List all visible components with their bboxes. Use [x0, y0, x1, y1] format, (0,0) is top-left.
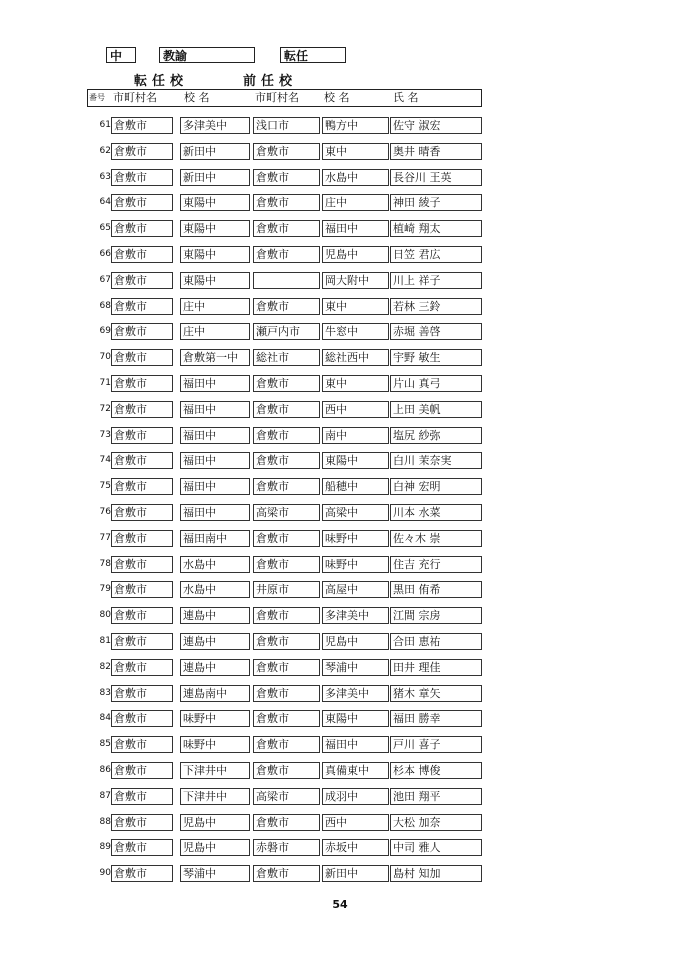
previous-city-cell: 赤磐市: [253, 839, 320, 856]
row-number: 69: [99, 326, 111, 336]
new-city-cell: 倉敷市: [111, 478, 173, 495]
column-name-header: 氏 名: [393, 91, 419, 104]
previous-city-cell: 倉敷市: [253, 452, 320, 469]
previous-school-cell: 東中: [322, 298, 389, 315]
new-school-cell: 水島中: [180, 581, 250, 598]
new-city-cell: 倉敷市: [111, 814, 173, 831]
new-city-cell: 倉敷市: [111, 349, 173, 366]
new-city-cell: 倉敷市: [111, 194, 173, 211]
row-number: 68: [99, 301, 111, 311]
new-city-cell: 倉敷市: [111, 427, 173, 444]
teacher-name-cell: 住吉 充行: [390, 556, 482, 573]
new-school-cell: 連島中: [180, 659, 250, 676]
new-school-cell: 下津井中: [180, 762, 250, 779]
teacher-name-cell: 猪木 章矢: [390, 685, 482, 702]
new-school-cell: 福田中: [180, 504, 250, 521]
teacher-name-cell: 江間 宗房: [390, 607, 482, 624]
teacher-name-cell: 川上 祥子: [390, 272, 482, 289]
new-school-cell: 東陽中: [180, 220, 250, 237]
previous-school-cell: 高梁中: [322, 504, 389, 521]
new-school-cell: 連島南中: [180, 685, 250, 702]
teacher-name-cell: 上田 美帆: [390, 401, 482, 418]
previous-school-cell: 岡大附中: [322, 272, 389, 289]
previous-school-cell: 赤坂中: [322, 839, 389, 856]
new-school-cell: 福田中: [180, 478, 250, 495]
row-number: 66: [99, 249, 111, 259]
row-number: 76: [99, 507, 111, 517]
table-row: [87, 556, 482, 573]
new-city-cell: 倉敷市: [111, 865, 173, 882]
row-number: 82: [99, 662, 111, 672]
table-row: [87, 685, 482, 702]
teacher-name-cell: 長谷川 王英: [390, 169, 482, 186]
page-number: 54: [332, 898, 348, 911]
column-school1-header: 校 名: [184, 91, 210, 104]
previous-school-cell: 味野中: [322, 556, 389, 573]
row-number: 70: [99, 352, 111, 362]
row-number: 64: [99, 197, 111, 207]
previous-city-cell: 倉敷市: [253, 814, 320, 831]
previous-city-cell: 倉敷市: [253, 143, 320, 160]
teacher-name-cell: 杉本 博俊: [390, 762, 482, 779]
table-row: [87, 633, 482, 650]
previous-city-cell: 倉敷市: [253, 762, 320, 779]
new-city-cell: 倉敷市: [111, 169, 173, 186]
new-school-cell: 新田中: [180, 143, 250, 160]
table-row: [87, 607, 482, 624]
row-number: 79: [99, 584, 111, 594]
previous-city-cell: 倉敷市: [253, 220, 320, 237]
previous-school-cell: 真備東中: [322, 762, 389, 779]
table-row: [87, 401, 482, 418]
new-city-cell: 倉敷市: [111, 272, 173, 289]
previous-city-cell: 倉敷市: [253, 710, 320, 727]
row-number: 83: [99, 688, 111, 698]
teacher-name-cell: 植崎 翔太: [390, 220, 482, 237]
previous-school-cell: 琴浦中: [322, 659, 389, 676]
column-city2-header: 市町村名: [255, 91, 299, 104]
previous-school-cell: 鴨方中: [322, 117, 389, 134]
position-title-box: 教諭: [159, 47, 255, 63]
previous-school-cell: 東陽中: [322, 452, 389, 469]
new-school-cell: 下津井中: [180, 788, 250, 805]
previous-school-cell: 庄中: [322, 194, 389, 211]
table-row: [87, 246, 482, 263]
previous-city-cell: 倉敷市: [253, 246, 320, 263]
table-row: [87, 710, 482, 727]
new-city-cell: 倉敷市: [111, 375, 173, 392]
previous-city-cell: 倉敷市: [253, 298, 320, 315]
table-row: [87, 736, 482, 753]
previous-city-cell: 倉敷市: [253, 685, 320, 702]
new-school-cell: 味野中: [180, 736, 250, 753]
new-school-cell: 児島中: [180, 814, 250, 831]
previous-school-cell: 西中: [322, 814, 389, 831]
previous-school-cell: 児島中: [322, 633, 389, 650]
new-school-cell: 庄中: [180, 323, 250, 340]
new-city-cell: 倉敷市: [111, 710, 173, 727]
new-city-cell: 倉敷市: [111, 581, 173, 598]
new-school-cell: 福田中: [180, 427, 250, 444]
previous-school-cell: 味野中: [322, 530, 389, 547]
previous-city-cell: 浅口市: [253, 117, 320, 134]
teacher-name-cell: 白川 茉奈実: [390, 452, 482, 469]
new-city-cell: 倉敷市: [111, 220, 173, 237]
table-row: [87, 323, 482, 340]
table-row: [87, 814, 482, 831]
previous-city-cell: 倉敷市: [253, 401, 320, 418]
previous-city-cell: 瀬戸内市: [253, 323, 320, 340]
new-school-cell: 連島中: [180, 633, 250, 650]
table-row: [87, 117, 482, 134]
previous-city-cell: 総社市: [253, 349, 320, 366]
previous-city-cell: 高梁市: [253, 788, 320, 805]
teacher-name-cell: 片山 真弓: [390, 375, 482, 392]
table-row: [87, 581, 482, 598]
teacher-name-cell: 川本 水菜: [390, 504, 482, 521]
teacher-name-cell: 大松 加奈: [390, 814, 482, 831]
row-number: 65: [99, 223, 111, 233]
teacher-name-cell: 島村 知加: [390, 865, 482, 882]
new-school-cell: 東陽中: [180, 246, 250, 263]
table-row: [87, 762, 482, 779]
previous-city-cell: 井原市: [253, 581, 320, 598]
teacher-name-cell: 佐々木 崇: [390, 530, 482, 547]
new-school-cell: 琴浦中: [180, 865, 250, 882]
column-header: [87, 89, 482, 107]
previous-school-cell: 水島中: [322, 169, 389, 186]
row-number: 73: [99, 430, 111, 440]
new-city-cell: 倉敷市: [111, 839, 173, 856]
teacher-name-cell: 若林 三鈴: [390, 298, 482, 315]
row-number: 84: [99, 713, 111, 723]
row-number: 74: [99, 455, 111, 465]
row-number: 71: [99, 378, 111, 388]
new-city-cell: 倉敷市: [111, 504, 173, 521]
column-school2-header: 校 名: [324, 91, 350, 104]
new-school-cell: 福田中: [180, 401, 250, 418]
previous-school-cell: 児島中: [322, 246, 389, 263]
table-row: [87, 865, 482, 882]
column-number-header: 番号: [89, 93, 105, 102]
column-city1-header: 市町村名: [113, 91, 157, 104]
transfer-type-box: 転任: [280, 47, 346, 63]
table-row: [87, 194, 482, 211]
new-city-cell: 倉敷市: [111, 762, 173, 779]
new-school-cell: 東陽中: [180, 194, 250, 211]
new-school-cell: 新田中: [180, 169, 250, 186]
table-row: [87, 169, 482, 186]
row-number: 72: [99, 404, 111, 414]
teacher-name-cell: 戸川 喜子: [390, 736, 482, 753]
row-number: 67: [99, 275, 111, 285]
new-city-cell: 倉敷市: [111, 607, 173, 624]
previous-city-cell: 倉敷市: [253, 530, 320, 547]
previous-school-cell: 福田中: [322, 220, 389, 237]
previous-school-cell: 東中: [322, 375, 389, 392]
new-city-cell: 倉敷市: [111, 659, 173, 676]
row-number: 77: [99, 533, 111, 543]
teacher-name-cell: 田井 理佳: [390, 659, 482, 676]
teacher-name-cell: 佐守 淑宏: [390, 117, 482, 134]
new-school-cell: 福田中: [180, 452, 250, 469]
new-school-cell: 福田中: [180, 375, 250, 392]
previous-school-cell: 牛窓中: [322, 323, 389, 340]
new-school-cell: 水島中: [180, 556, 250, 573]
row-number: 90: [99, 868, 111, 878]
school-level-box: 中: [106, 47, 136, 63]
previous-city-cell: 倉敷市: [253, 865, 320, 882]
new-city-cell: 倉敷市: [111, 143, 173, 160]
teacher-name-cell: 福田 勝幸: [390, 710, 482, 727]
table-row: [87, 349, 482, 366]
new-city-cell: 倉敷市: [111, 117, 173, 134]
row-number: 80: [99, 610, 111, 620]
teacher-name-cell: 日笠 君広: [390, 246, 482, 263]
row-number: 81: [99, 636, 111, 646]
previous-city-cell: 倉敷市: [253, 659, 320, 676]
new-city-cell: 倉敷市: [111, 633, 173, 650]
teacher-name-cell: 奥井 晴香: [390, 143, 482, 160]
row-number: 61: [99, 120, 111, 130]
table-row: [87, 478, 482, 495]
row-number: 88: [99, 817, 111, 827]
previous-city-cell: 倉敷市: [253, 478, 320, 495]
previous-school-cell: 東陽中: [322, 710, 389, 727]
previous-city-cell: 倉敷市: [253, 736, 320, 753]
teacher-name-cell: 池田 翔平: [390, 788, 482, 805]
teacher-name-cell: 宇野 敏生: [390, 349, 482, 366]
teacher-name-cell: 神田 綾子: [390, 194, 482, 211]
new-city-cell: 倉敷市: [111, 685, 173, 702]
new-school-cell: 倉敷第一中: [180, 349, 250, 366]
previous-school-cell: 東中: [322, 143, 389, 160]
new-city-cell: 倉敷市: [111, 401, 173, 418]
new-city-cell: 倉敷市: [111, 323, 173, 340]
previous-school-cell: 福田中: [322, 736, 389, 753]
new-city-cell: 倉敷市: [111, 788, 173, 805]
previous-school-label: 前任校: [243, 74, 298, 89]
table-row: [87, 298, 482, 315]
teacher-name-cell: 白神 宏明: [390, 478, 482, 495]
previous-school-cell: 西中: [322, 401, 389, 418]
teacher-name-cell: 中司 雅人: [390, 839, 482, 856]
table-row: [87, 788, 482, 805]
table-row: [87, 143, 482, 160]
previous-school-cell: 成羽中: [322, 788, 389, 805]
table-row: [87, 452, 482, 469]
new-school-cell: 多津美中: [180, 117, 250, 134]
row-number: 86: [99, 765, 111, 775]
table-row: [87, 504, 482, 521]
previous-school-cell: 多津美中: [322, 685, 389, 702]
previous-city-cell: 倉敷市: [253, 427, 320, 444]
row-number: 63: [99, 172, 111, 182]
previous-city-cell: 高梁市: [253, 504, 320, 521]
table-row: [87, 427, 482, 444]
new-city-cell: 倉敷市: [111, 298, 173, 315]
table-row: [87, 659, 482, 676]
previous-city-cell: 倉敷市: [253, 194, 320, 211]
new-city-cell: 倉敷市: [111, 246, 173, 263]
new-city-cell: 倉敷市: [111, 556, 173, 573]
table-row: [87, 530, 482, 547]
row-number: 62: [99, 146, 111, 156]
previous-school-cell: 総社西中: [322, 349, 389, 366]
new-school-cell: 福田南中: [180, 530, 250, 547]
table-row: [87, 272, 482, 289]
previous-city-cell: 倉敷市: [253, 375, 320, 392]
teacher-name-cell: 黒田 侑希: [390, 581, 482, 598]
table-row: [87, 375, 482, 392]
teacher-name-cell: 合田 恵祐: [390, 633, 482, 650]
previous-city-cell: 倉敷市: [253, 607, 320, 624]
new-school-label: 転任校: [134, 74, 189, 89]
row-number: 78: [99, 559, 111, 569]
new-school-cell: 東陽中: [180, 272, 250, 289]
previous-city-cell: 倉敷市: [253, 633, 320, 650]
new-school-cell: 庄中: [180, 298, 250, 315]
previous-school-cell: 新田中: [322, 865, 389, 882]
previous-school-cell: 多津美中: [322, 607, 389, 624]
previous-city-cell: 倉敷市: [253, 169, 320, 186]
table-row: [87, 220, 482, 237]
row-number: 75: [99, 481, 111, 491]
table-row: [87, 839, 482, 856]
previous-city-cell: [253, 272, 320, 289]
new-school-cell: 児島中: [180, 839, 250, 856]
teacher-name-cell: 塩尻 紗弥: [390, 427, 482, 444]
previous-school-cell: 南中: [322, 427, 389, 444]
row-number: 89: [99, 842, 111, 852]
new-city-cell: 倉敷市: [111, 530, 173, 547]
previous-school-cell: 高屋中: [322, 581, 389, 598]
new-city-cell: 倉敷市: [111, 452, 173, 469]
row-number: 85: [99, 739, 111, 749]
new-city-cell: 倉敷市: [111, 736, 173, 753]
teacher-name-cell: 赤堀 善啓: [390, 323, 482, 340]
row-number: 87: [99, 791, 111, 801]
new-school-cell: 連島中: [180, 607, 250, 624]
previous-city-cell: 倉敷市: [253, 556, 320, 573]
previous-school-cell: 船穂中: [322, 478, 389, 495]
new-school-cell: 味野中: [180, 710, 250, 727]
